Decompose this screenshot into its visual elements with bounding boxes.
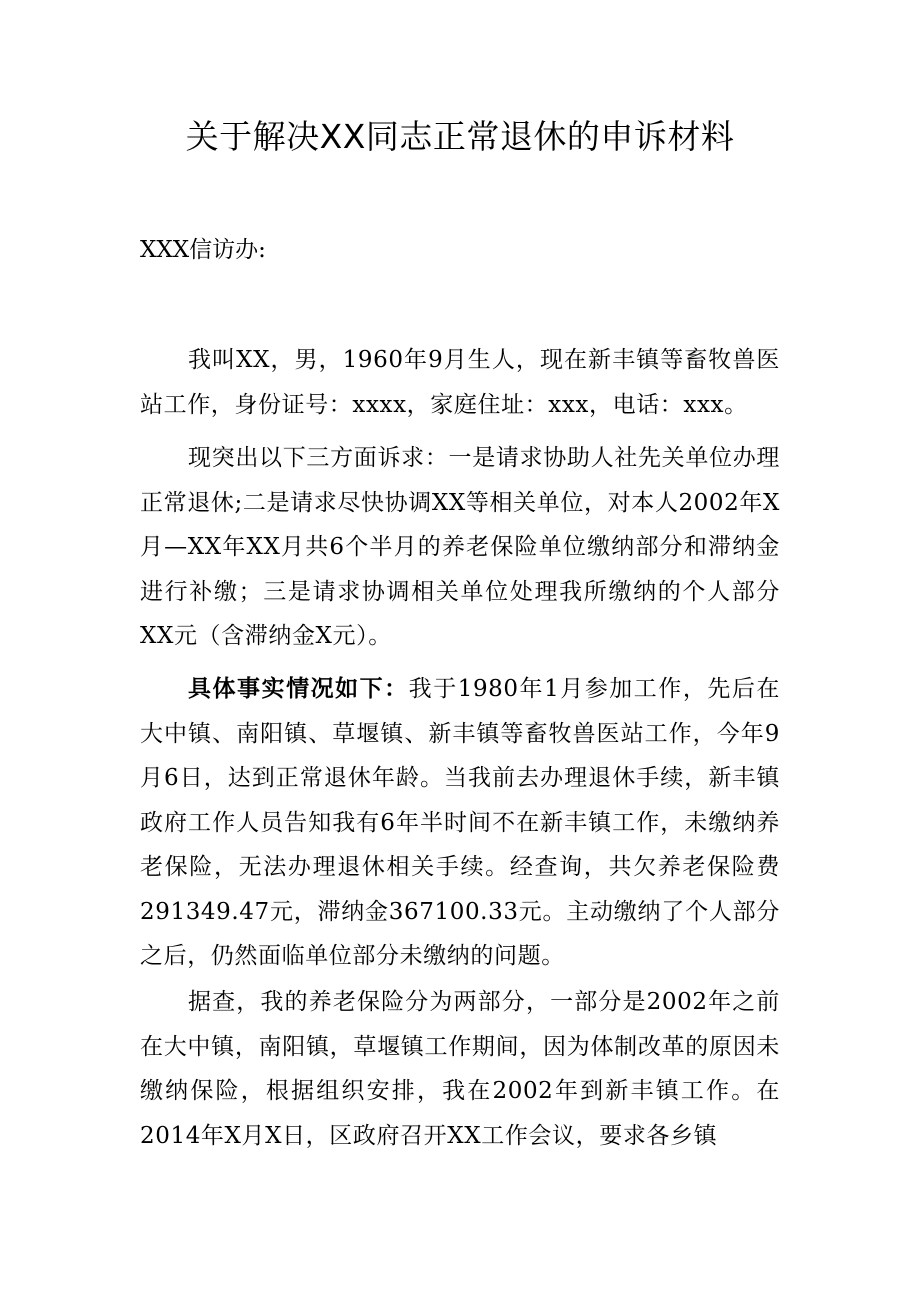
paragraph-text: 我叫XX，男，1960年9月生人，现在新丰镇等畜牧兽医站工作，身份证号：xxxx，家庭住址：xxx，电话：xxx。	[140, 347, 780, 418]
paragraph-text: 据查，我的养老保险分为两部分，一部分是2002年之前在大中镇，南阳镇，草堰镇工作期间，因为体制改革的原因未缴纳保险，根据组织安排，我在2002年到新丰镇工作。在2014年X月X日，区政府召开XX工作会议，要求各乡镇	[140, 989, 780, 1149]
document-title: 关于解决XX同志正常退休的申诉材料	[185, 117, 735, 156]
paragraph-requests	[140, 436, 780, 659]
salutation: XXX信访办:	[140, 237, 266, 263]
paragraph-facts	[140, 667, 780, 979]
paragraph-text: 现突出以下三方面诉求：一是请求协助人社先关单位办理正常退休;二是请求尽快协调XX等相关单位，对本人2002年X月—XX年XX月共6个半月的养老保险单位缴纳部分和滞纳金进行补缴；三是请求协调相关单位处理我所缴纳的个人部分XX元（含滞纳金X元）。	[140, 445, 780, 649]
paragraph-investigation	[140, 980, 780, 1158]
paragraph-text: 我于1980年1月参加工作，先后在大中镇、南阳镇、草堰镇、新丰镇等畜牧兽医站工作，今年9月6日，达到正常退休年龄。当我前去办理退休手续，新丰镇政府工作人员告知我有6年半时间不在新丰镇工作，未缴纳养老保险，无法办理退休相关手续。经查询，共欠养老保险费291349.47元，滞纳金367100.33元。主动缴纳了个人部分之后，仍然面临单位部分未缴纳的问题。	[140, 676, 780, 969]
paragraph-personal-info	[140, 338, 780, 427]
paragraph-lead: 具体事实情况如下：	[188, 676, 409, 702]
